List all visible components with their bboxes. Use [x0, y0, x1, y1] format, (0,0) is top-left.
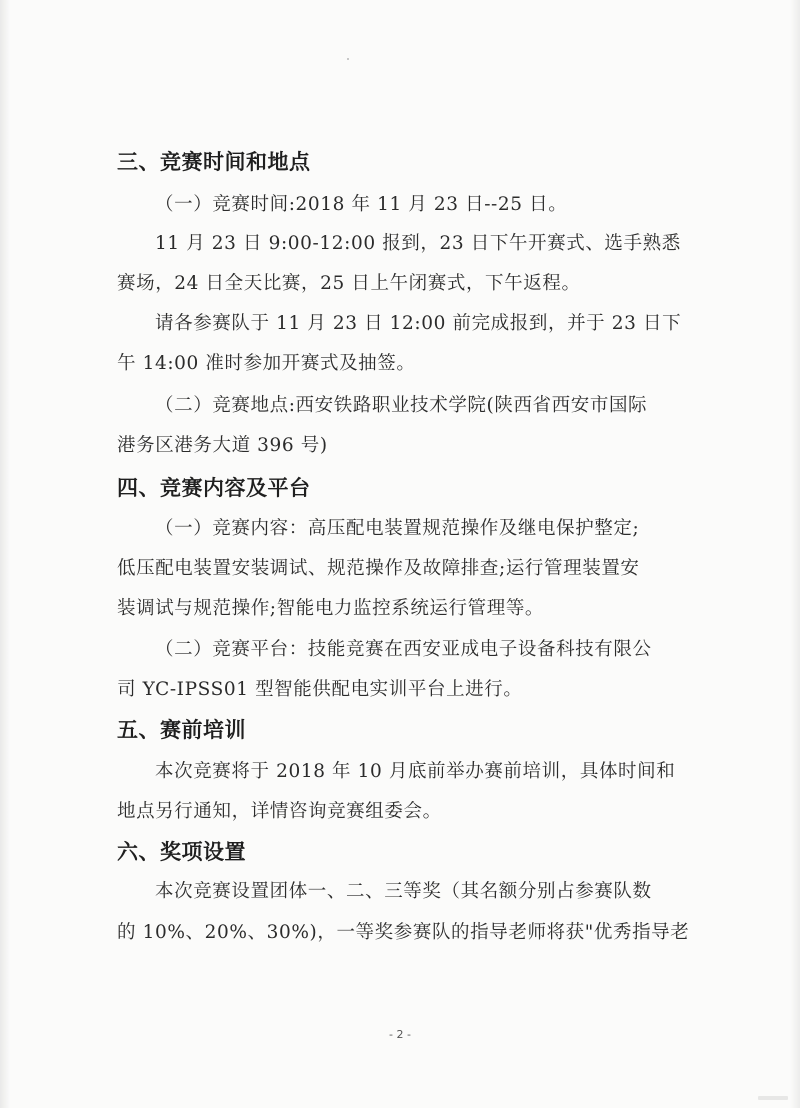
paragraph-line: 午 14:00 准时参加开赛式及抽签。	[117, 353, 416, 374]
paragraph-line: （一）竞赛内容：高压配电装置规范操作及继电保护整定;	[155, 518, 640, 539]
paragraph-line: 低压配电装置安装调试、规范操作及故障排查;运行管理装置安	[117, 558, 640, 579]
paragraph-line: 11 月 23 日 9:00-12:00 报到，23 日下午开赛式、选手熟悉	[155, 233, 681, 254]
paragraph-line: 的 10%、20%、30%)，一等奖参赛队的指导老师将获"优秀指导老	[117, 922, 690, 943]
section-heading-3: 三、竞赛时间和地点	[117, 150, 311, 174]
page-number: - 2 -	[389, 1028, 411, 1041]
paragraph-line: 装调试与规范操作;智能电力监控系统运行管理等。	[117, 598, 545, 619]
paragraph-line: 司 YC-IPSS01 型智能供配电实训平台上进行。	[117, 679, 523, 700]
paragraph-line: （二）竞赛平台：技能竞赛在西安亚成电子设备科技有限公	[155, 639, 652, 660]
section-heading-6: 六、奖项设置	[117, 840, 246, 864]
paragraph-line: 地点另行通知，详情咨询竞赛组委会。	[117, 801, 442, 822]
paragraph-line: 赛场，24 日全天比赛，25 日上午闭赛式，下午返程。	[117, 273, 581, 294]
paragraph-line: 本次竞赛将于 2018 年 10 月底前举办赛前培训，具体时间和	[155, 761, 676, 782]
scan-shadow	[758, 1096, 788, 1100]
section-heading-5: 五、赛前培训	[117, 718, 246, 742]
paragraph-line: （二）竞赛地点:西安铁路职业技术学院(陕西省西安市国际	[155, 395, 648, 416]
paragraph-line: 港务区港务大道 396 号)	[117, 435, 328, 456]
paragraph-line: 本次竞赛设置团体一、二、三等奖（其名额分别占参赛队数	[155, 881, 652, 902]
scan-speck	[347, 58, 349, 60]
section-heading-4: 四、竞赛内容及平台	[117, 476, 311, 500]
paragraph-line: 请各参赛队于 11 月 23 日 12:00 前完成报到，并于 23 日下	[155, 313, 682, 334]
paragraph-line: （一）竞赛时间:2018 年 11 月 23 日--25 日。	[155, 194, 568, 215]
